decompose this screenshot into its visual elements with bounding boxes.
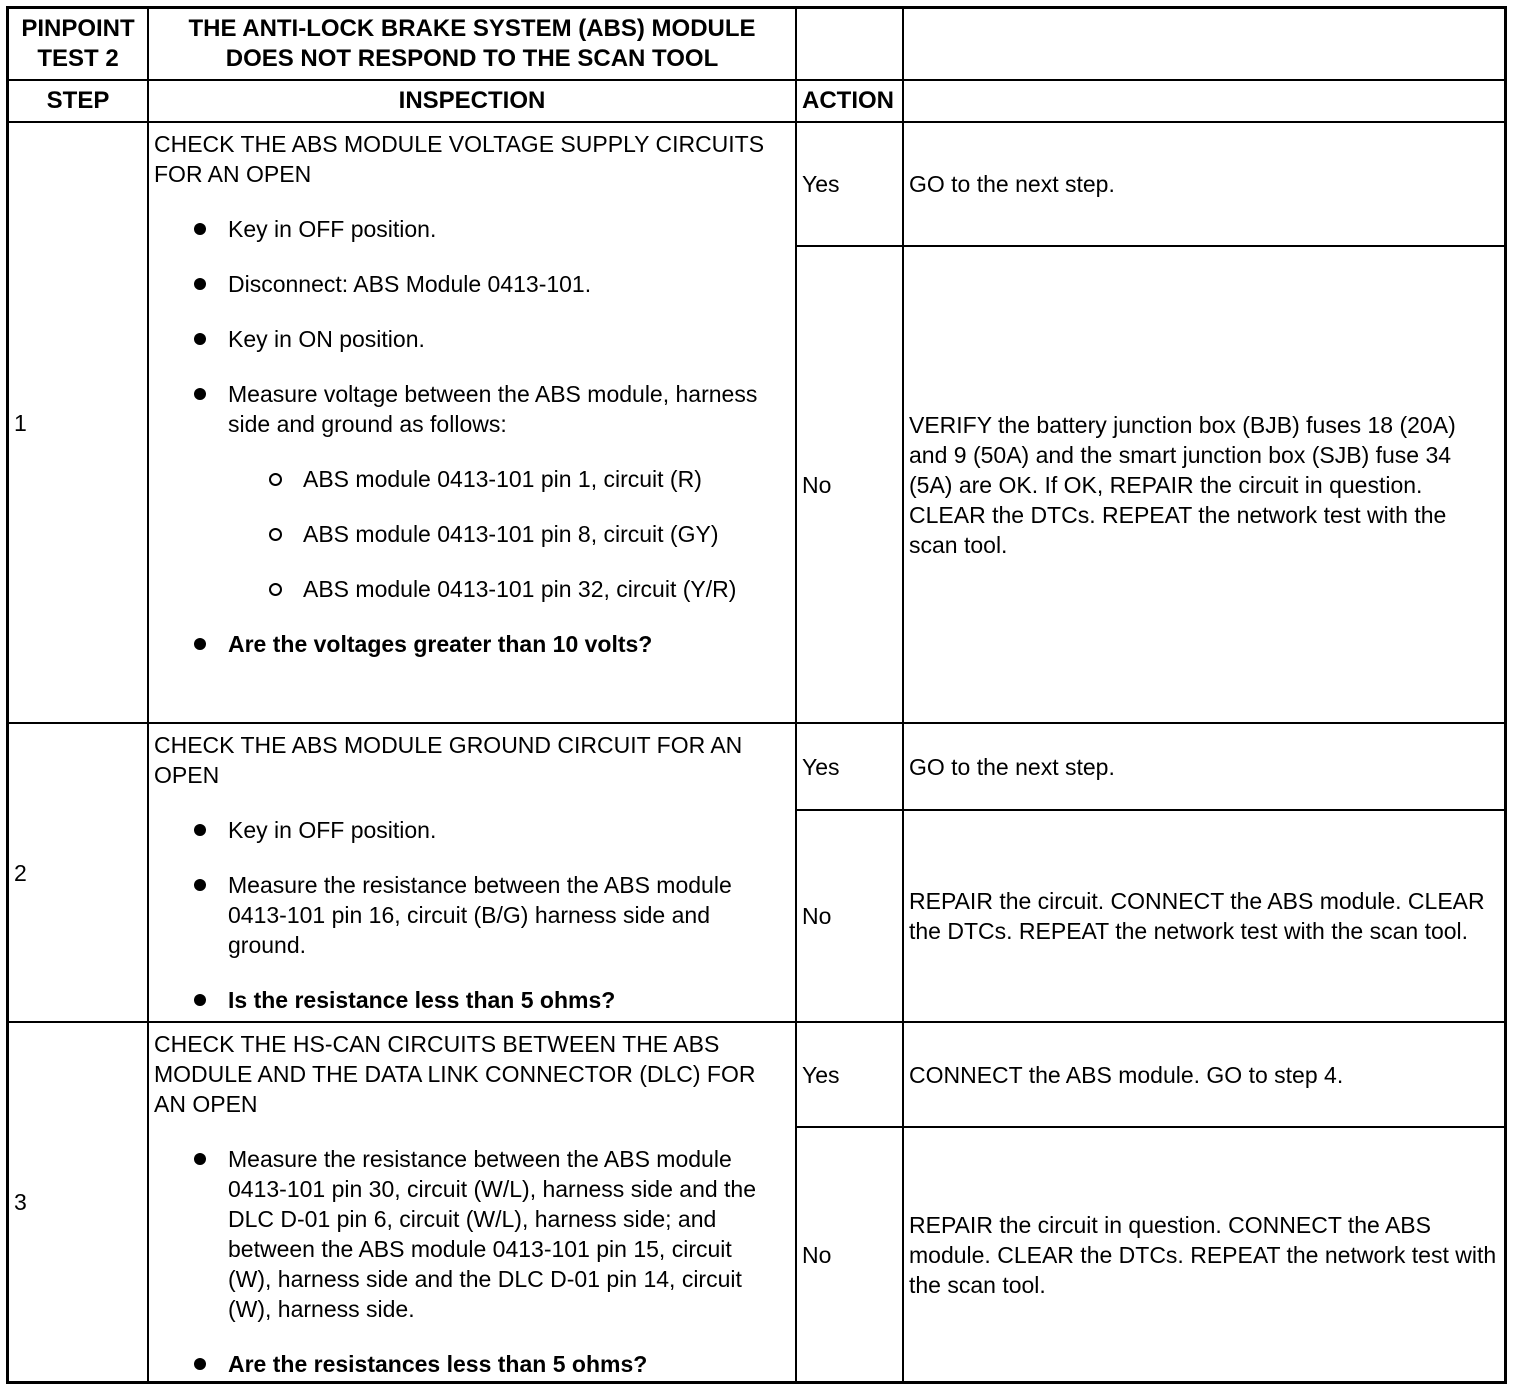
- question-item: Are the voltages greater than 10 volts?: [149, 629, 795, 659]
- bullet-item: Key in OFF position.: [149, 815, 795, 845]
- step-inspection: [149, 123, 795, 722]
- sub-bullet-item: ABS module 0413-101 pin 1, circuit (R): [149, 464, 795, 494]
- no-action: REPAIR the circuit in question. CONNECT the ABS module. CLEAR the DTCs. REPEAT the network test with the scan tool.: [909, 1211, 1497, 1298]
- bullet-item: Measure the resistance between the ABS module 0413-101 pin 30, circuit (W/L), harness side and the DLC D-01 pin 6, circuit (W/L), harness side; and between the ABS module 0413-101 pin 15, circuit (W), harness side and the DLC D-01 pin 14, circuit (W), harness side.: [149, 1144, 795, 1324]
- column-header-inspection: INSPECTION: [398, 87, 546, 114]
- bullet-item: Disconnect: ABS Module 0413-101.: [149, 269, 795, 299]
- no-label: No: [802, 903, 832, 929]
- question-item: Is the resistance less than 5 ohms?: [149, 985, 795, 1015]
- step-number: 2: [14, 859, 27, 886]
- sub-bullet-item: ABS module 0413-101 pin 8, circuit (GY): [149, 519, 795, 549]
- test-title: THE ANTI-LOCK BRAKE SYSTEM (ABS) MODULE DOES NOT RESPOND TO THE SCAN TOOL: [188, 15, 756, 72]
- step-number: 1: [14, 409, 27, 436]
- sub-bullet-item: ABS module 0413-101 pin 32, circuit (Y/R): [149, 574, 795, 604]
- no-label: No: [802, 1241, 832, 1268]
- question-item: Are the resistances less than 5 ohms?: [149, 1349, 795, 1379]
- no-action: REPAIR the circuit. CONNECT the ABS module. CLEAR the DTCs. REPEAT the network test with the scan tool.: [909, 888, 1485, 944]
- bullet-item: Measure the resistance between the ABS module 0413-101 pin 16, circuit (B/G) harness side and ground.: [149, 870, 795, 960]
- column-header-action: ACTION: [802, 87, 894, 114]
- yes-label: Yes: [802, 1061, 840, 1088]
- step-inspection: [149, 724, 795, 1021]
- step-inspection: [149, 1023, 795, 1381]
- bullet-item: Key in ON position.: [149, 324, 795, 354]
- column-header-step: STEP: [46, 87, 110, 114]
- pinpoint-test-table: [6, 6, 1507, 1384]
- step-heading: CHECK THE ABS MODULE VOLTAGE SUPPLY CIRCUITS FOR AN OPEN: [154, 131, 765, 187]
- bullet-item: Key in OFF position.: [149, 214, 795, 244]
- yes-label: Yes: [802, 171, 840, 197]
- pinpoint-test-label: PINPOINT TEST 2: [21, 15, 135, 72]
- step-number: 3: [14, 1189, 27, 1215]
- bullet-item: Measure voltage between the ABS module, harness side and ground as follows:: [149, 379, 795, 439]
- no-label: No: [802, 471, 832, 498]
- yes-action: GO to the next step.: [909, 753, 1115, 780]
- yes-action: GO to the next step.: [909, 171, 1115, 197]
- step-heading: CHECK THE ABS MODULE GROUND CIRCUIT FOR AN OPEN: [154, 732, 743, 788]
- yes-action: CONNECT the ABS module. GO to step 4.: [909, 1061, 1344, 1088]
- no-action: VERIFY the battery junction box (BJB) fuses 18 (20A) and 9 (50A) and the smart junction box (SJB) fuse 34 (5A) are OK. If OK, REPAIR the circuit in question. CLEAR the DTCs. REPEAT the network test with the scan tool.: [909, 411, 1456, 558]
- yes-label: Yes: [802, 753, 840, 780]
- step-heading: CHECK THE HS-CAN CIRCUITS BETWEEN THE ABS MODULE AND THE DATA LINK CONNECTOR (DLC) FOR AN OPEN: [154, 1031, 756, 1117]
